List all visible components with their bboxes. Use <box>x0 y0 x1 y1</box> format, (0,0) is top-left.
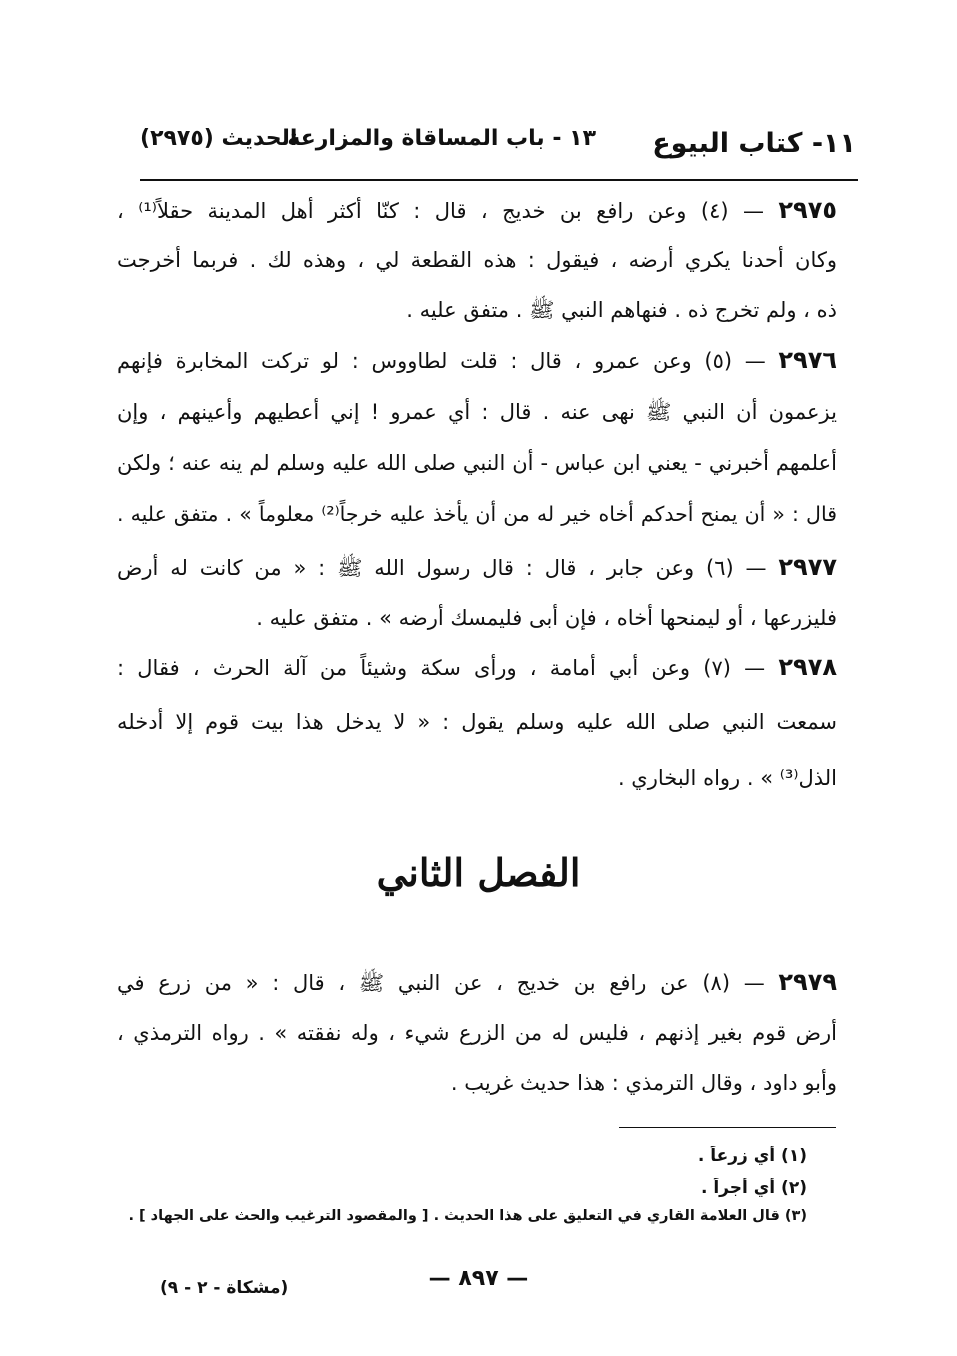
header-chapter-title: ١٣ - باب المساقاة والمزارعة <box>287 126 596 151</box>
header-book-title: ١١- كتاب البيوع <box>652 128 856 159</box>
hadith-2979-line-1 <box>117 962 837 1003</box>
hadith-2975-line-1 <box>117 190 837 231</box>
hadith-2976-line-3: أعلمهم أخبرني - يعني ابن عباس - أن النبي صلى الله عليه وسلم لم ينه عنه ؛ ولكن <box>117 451 837 475</box>
hadith-number: ٢٩٧٩ <box>778 968 837 996</box>
hadith-2975-line-2: وكان أحدنا يكري أرضه ، فيقول : هذه القطعة لي ، وهذه لك . فربما أخرجت <box>117 248 837 272</box>
hadith-text: — (٤) وعن رافع بن خديج ، قال : كنّا أكثر أهل المدينة حقلاً⁽¹⁾ ، <box>117 199 764 223</box>
footnote-2: (٢) أي أجراً . <box>700 1178 807 1198</box>
page-number: — ٨٩٧ — <box>428 1266 529 1291</box>
hadith-text: — (٦) وعن جابر ، قال : قال رسول الله ﷺ : « من كانت له أرض <box>117 556 767 580</box>
hadith-2978-line-2: سمعت النبي صلى الله عليه وسلم يقول : « لا يدخل هذا بيت قوم إلا أدخله <box>117 710 837 734</box>
hadith-2976-line-4: قال : « أن يمنح أحدكم أخاه خير له من أن يأخذ عليه خرجاً⁽²⁾ معلوماً » . متفق عليه . <box>117 502 837 526</box>
hadith-2975-line-3: ذه ، ولم تخرج ذه . فنهاهم النبي ﷺ . متفق عليه . <box>406 298 837 322</box>
signature-mark: (مشكاة - ٢ - ٩) <box>160 1278 289 1298</box>
hadith-number: ٢٩٧٧ <box>778 553 837 581</box>
header-hadith-ref: الحديث (٢٩٧٥) <box>140 126 298 151</box>
hadith-2978-line-3: الذل⁽³⁾ » . رواه البخاري . <box>617 766 837 790</box>
section-title: الفصل الثاني <box>376 850 581 895</box>
hadith-text: — (٨) عن رافع بن خديج ، عن النبي ﷺ ، قال : « من زرع في <box>117 971 765 995</box>
header-rule <box>140 179 858 181</box>
hadith-2979-line-3: وأبو داود ، وقال الترمذي : هذا حديث غريب . <box>450 1071 837 1095</box>
hadith-number: ٢٩٧٥ <box>778 196 837 224</box>
hadith-number: ٢٩٧٦ <box>778 346 837 374</box>
hadith-text: — (٥) وعن عمرو ، قال : قلت لطاووس : لو تركت المخابرة فإنهم <box>117 349 766 373</box>
hadith-text: — (٧) وعن أبي أمامة ، ورأى سكة وشيئاً من آلة الحرث ، فقال : <box>117 656 766 680</box>
hadith-2976-line-1 <box>117 340 837 381</box>
footnote-rule <box>619 1127 836 1128</box>
hadith-2979-line-2: أرض قوم بغير إذنهم ، فليس له من الزرع شيء ، وله نفقته » . رواه الترمذي ، <box>117 1021 837 1045</box>
hadith-2978-line-1 <box>117 647 837 688</box>
hadith-number: ٢٩٧٨ <box>778 653 837 681</box>
hadith-2977-line-1 <box>117 547 837 588</box>
hadith-2976-line-2: يزعمون أن النبي ﷺ نهى عنه . قال : أي عمرو ! إني أعطيهم وأعينهم ، وإن <box>117 400 837 424</box>
running-header <box>140 118 856 174</box>
footnote-3: (٣) قال العلامة القاري في التعليق على هذا الحديث . [ والمقصود الترغيب والحث على الجهاد ] . <box>128 1208 807 1224</box>
footnote-1: (١) أي زرعاً . <box>697 1146 807 1166</box>
hadith-2977-line-2: فليزرعها ، أو ليمنحها أخاه ، فإن أبى فليمسك أرضه » . متفق عليه . <box>256 606 837 630</box>
